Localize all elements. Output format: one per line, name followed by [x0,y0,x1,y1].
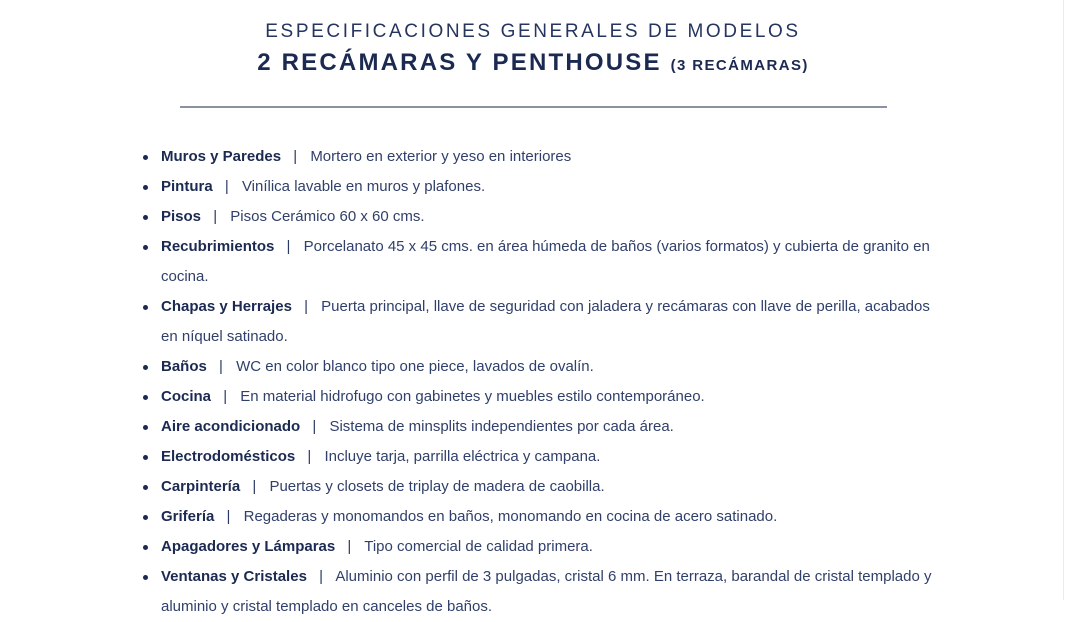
pipe-separator-icon: | [219,358,223,375]
spec-list-item [143,202,943,232]
spec-label: Cocina [161,388,212,405]
spec-list-item [143,352,943,382]
pipe-separator-icon: | [223,388,228,405]
spec-description: Mortero en exterior y yeso en interiores [310,148,572,165]
spec-label: Muros y Paredes [161,148,282,165]
spec-label: Carpintería [161,478,241,495]
spec-description: Puerta principal, llave de seguridad con jaladera y recámaras con llave de perilla, acabados en níquel satinado. [161,298,930,345]
spec-description: Pisos Cerámico 60 x 60 cms. [230,208,425,225]
pipe-separator-icon: | [319,568,323,585]
spec-list-item [143,412,943,442]
bullet-icon [143,155,148,160]
bullet-icon [143,575,148,580]
bullet-icon [143,185,148,190]
bullet-icon [143,425,148,430]
pipe-separator-icon: | [226,508,231,525]
subtitle-note: (3 RECÁMARAS) [670,57,809,74]
bullet-icon [143,245,148,250]
pipe-separator-icon: | [347,538,352,555]
pipe-separator-icon: | [307,448,312,465]
pipe-separator-icon: | [224,178,229,195]
spec-label: Aire acondicionado [161,418,301,435]
spec-list-item [143,502,943,532]
page-header [0,20,1066,79]
pipe-separator-icon: | [286,238,291,255]
spec-list-item [143,532,943,562]
spec-list-item [143,382,943,412]
bullet-icon [143,365,148,370]
pipe-separator-icon: | [293,148,298,165]
divider-line [180,106,887,108]
spec-list-item [143,232,943,292]
spec-label: Chapas y Herrajes [161,298,292,315]
spec-list-item [143,172,943,202]
pipe-separator-icon: | [304,298,308,315]
spec-list-item [143,142,943,172]
spec-description: Puertas y closets de triplay de madera de caobilla. [269,478,605,495]
spec-description: Sistema de minsplits independientes por cada área. [329,418,674,435]
bullet-icon [143,545,148,550]
spec-label: Recubrimientos [161,238,275,255]
spec-description: Tipo comercial de calidad primera. [364,538,593,555]
spec-label: Ventanas y Cristales [161,568,307,585]
pipe-separator-icon: | [213,208,218,225]
page-title: ESPECIFICACIONES GENERALES DE MODELOS [265,21,801,42]
spec-label: Pisos [161,208,202,225]
spec-label: Grifería [161,508,215,525]
spec-label: Apagadores y Lámparas [161,538,336,555]
spec-description: Aluminio con perfil de 3 pulgadas, cristal 6 mm. En terraza, barandal de cristal templado y aluminio y cristal templado en canceles de baños. [161,568,932,615]
bullet-icon [143,395,148,400]
spec-list-item [143,562,943,622]
spec-list-item [143,292,943,352]
page-right-edge [1063,0,1064,600]
spec-description: Porcelanato 45 x 45 cms. en área húmeda de baños (varios formatos) y cubierta de granito en cocina. [161,238,930,285]
spec-list-item [143,472,943,502]
pipe-separator-icon: | [312,418,317,435]
bullet-icon [143,215,148,220]
pipe-separator-icon: | [252,478,257,495]
bullet-icon [143,455,148,460]
spec-label: Pintura [161,178,213,195]
spec-description: En material hidrofugo con gabinetes y muebles estilo contemporáneo. [240,388,705,405]
spec-label: Electrodomésticos [161,448,296,465]
spec-description: WC en color blanco tipo one piece, lavados de ovalín. [236,358,594,375]
spec-list [143,142,943,622]
spec-description: Regaderas y monomandos en baños, monomando en cocina de acero satinado. [243,508,778,525]
spec-description: Vinílica lavable en muros y plafones. [241,178,486,195]
bullet-icon [143,515,148,520]
page-subtitle [0,49,1066,79]
spec-list-item [143,442,943,472]
bullet-icon [143,485,148,490]
spec-description: Incluye tarja, parrilla eléctrica y campana. [324,448,601,465]
subtitle-main: 2 RECÁMARAS Y PENTHOUSE [257,49,662,76]
bullet-icon [143,305,148,310]
spec-label: Baños [161,358,207,375]
